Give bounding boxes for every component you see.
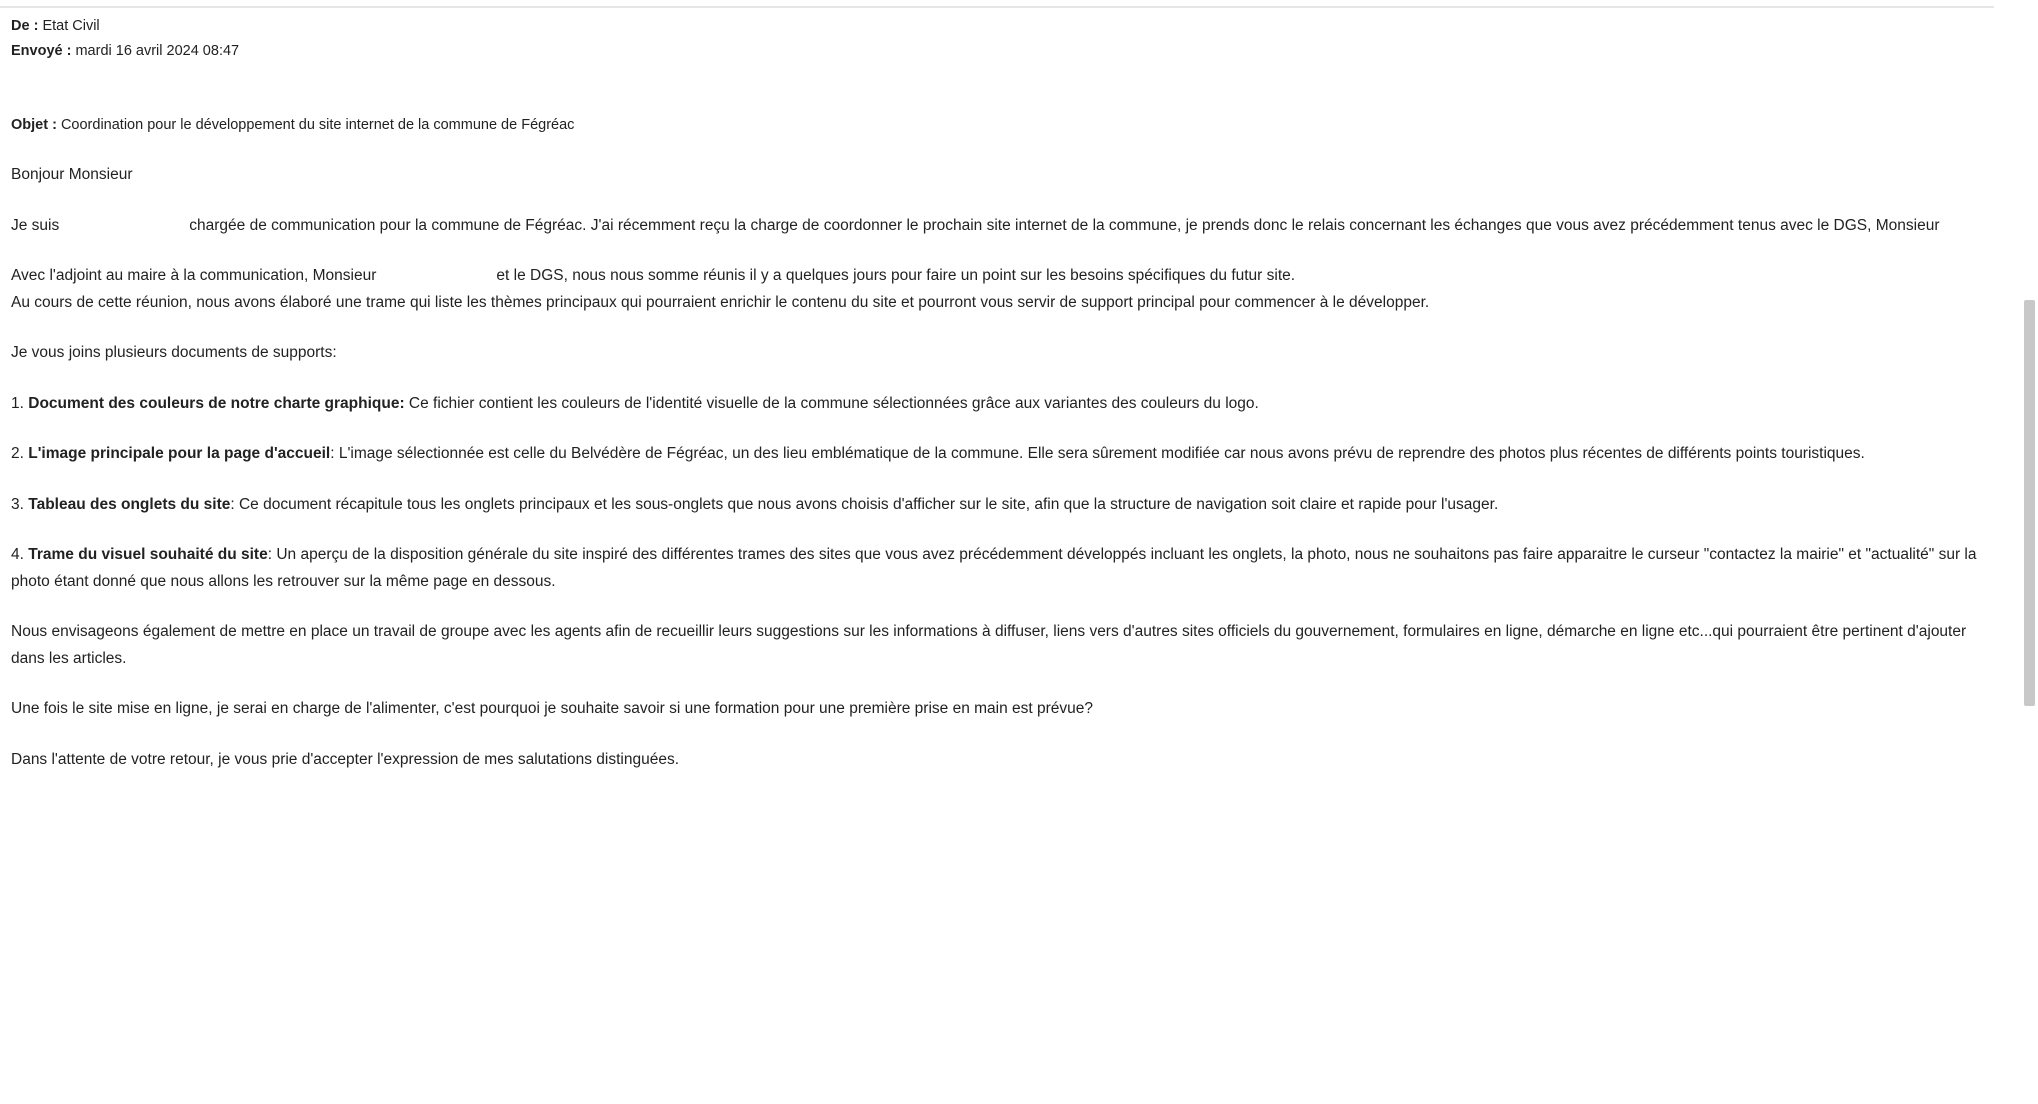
list-item-title: Tableau des onglets du site [28,495,231,513]
list-item-number: 4. [11,546,24,563]
list-item-2 [11,441,1996,468]
attachments-intro: Je vous joins plusieurs documents de supports: [11,344,337,361]
list-item-title: L'image principale pour la page d'accueil [28,445,331,462]
list-item-number: 2. [11,445,24,462]
sent-value: mardi 16 avril 2024 08:47 [75,43,240,59]
email-message [11,14,1996,797]
list-item-number: 1. [11,394,24,412]
subject-line [11,113,1996,138]
subject-label: Objet : [11,117,57,133]
meeting-paragraph-2: Au cours de cette réunion, nous avons élaboré une trame qui liste les thèmes principaux qui pourraient enrichir le contenu du site et pourront vous servir de support principal pour commencer à le développer. [11,293,1430,311]
intro-text-a: Je suis [11,216,60,234]
subject-value: Coordination pour le développement du site internet de la commune de Fégréac [60,117,575,133]
from-line [11,14,1996,39]
list-item-1 [11,391,1996,418]
intro-text-b: chargée de communication pour la commune de Fégréac. J'ai récemment reçu la charge de coordonner le prochain site internet de la commune, je prends donc le relais concernant les échanges que vous avez précédemment tenus avec le DGS, Monsieur [189,216,1940,234]
sent-label: Envoyé : [11,43,72,59]
greeting: Bonjour Monsieur [11,166,133,183]
sent-line [11,39,1996,64]
from-value: Etat Civil [42,18,100,34]
meeting-text-a: Avec l'adjoint au maire à la communication, Monsieur [11,267,377,284]
from-label: De : [11,18,39,34]
list-item-title: Document des couleurs de notre charte graphique: [28,394,405,412]
list-item-number: 3. [11,495,24,513]
intro-paragraph [11,213,1996,240]
training-paragraph: Une fois le site mise en ligne, je serai en charge de l'alimenter, c'est pourquoi je souhaite savoir si une formation pour une première prise en main est prévue? [11,700,1094,717]
list-item-text: : Un aperçu de la disposition générale du site inspiré des différentes trames des sites que vous avez précédemment développés incluant les onglets, la photo, nous ne souhaitons pas faire apparaitre le curseur "contactez la mairie" et "actualité" sur la photo étant donné que nous allons les retrouver sur la même page en dessous. [11,546,1977,590]
scrollbar[interactable] [2024,0,2038,1104]
list-item-text: : Ce document récapitule tous les onglets principaux et les sous-onglets que nous avons choisis d'afficher sur le site, afin que la structure de navigation soit claire et rapide pour l'usager. [230,495,1499,513]
list-item-4 [11,542,1996,595]
closing-paragraph: Dans l'attente de votre retour, je vous prie d'accepter l'expression de mes salutations distinguées. [11,750,679,768]
group-work-paragraph: Nous envisageons également de mettre en place un travail de groupe avec les agents afin de recueillir leurs suggestions sur les informations à diffuser, liens vers d'autres sites officiels du gouvernement, formulaires en ligne, démarche en ligne etc...qui pourraient être pertinent d'ajouter dans les articles. [11,623,1967,667]
meeting-text-b: et le DGS, nous nous somme réunis il y a quelques jours pour faire un point sur les besoins spécifiques du futur site. [496,267,1296,284]
list-item-text: : L'image sélectionnée est celle du Belvédère de Fégréac, un des lieu emblématique de la commune. Elle sera sûrement modifiée car nous avons prévu de reprendre des photos plus récentes de différents points touristiques. [330,445,1865,462]
list-item-title: Trame du visuel souhaité du site [28,546,268,563]
list-item-3 [11,492,1996,519]
scrollbar-thumb[interactable] [2024,300,2035,706]
meeting-paragraph [11,263,1996,290]
header-divider [0,6,1994,8]
list-item-text: Ce fichier contient les couleurs de l'identité visuelle de la commune sélectionnées grâce aux variantes des couleurs du logo. [404,394,1259,412]
